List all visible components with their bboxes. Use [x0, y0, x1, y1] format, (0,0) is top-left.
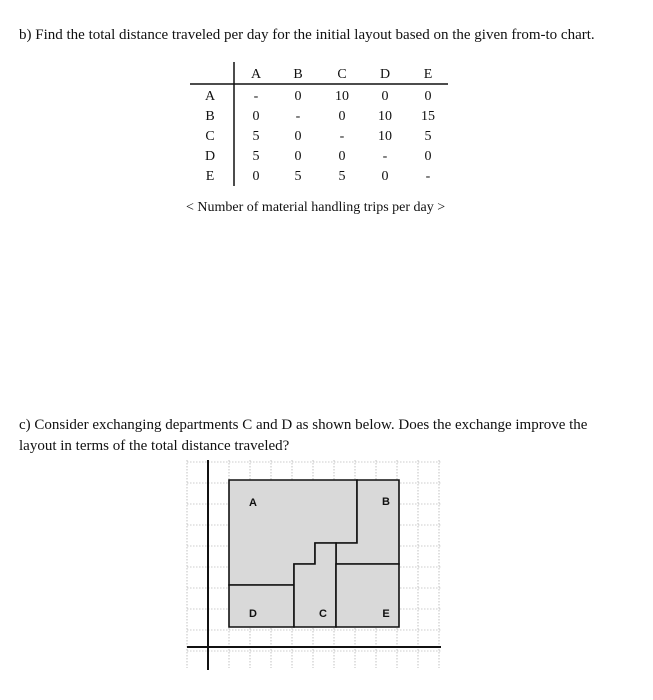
department-label: D [249, 608, 257, 620]
table-cell: 0 [252, 109, 260, 124]
row-label: D [204, 149, 216, 164]
table-cell: 0 [294, 129, 302, 144]
table-cell: - [339, 129, 345, 144]
question-c: c) Consider exchanging departments C and D as shown below. Does the exchange improve the layout in terms of the total distance traveled? [19, 417, 588, 454]
from-to-chart [0, 0, 653, 230]
department-label: E [382, 608, 390, 620]
table-cell: 0 [381, 89, 389, 104]
table-cell: 0 [294, 149, 302, 164]
table-cell: 0 [424, 89, 432, 104]
table-cell: 0 [294, 89, 302, 104]
question-b: b) Find the total distance traveled per day for the initial layout based on the given from-to chart. [19, 27, 595, 43]
department-label: B [382, 496, 390, 508]
row-label: B [205, 109, 215, 124]
table-cell: 0 [252, 169, 260, 184]
table-cell: - [295, 109, 301, 124]
table-cell: 5 [294, 169, 302, 184]
table-cell: 0 [381, 169, 389, 184]
table-cell: 10 [378, 109, 392, 124]
row-label: A [204, 89, 216, 104]
table-cell: 5 [424, 129, 432, 144]
department-d [229, 585, 294, 627]
table-cell: 0 [338, 149, 346, 164]
table-cell: - [425, 169, 431, 184]
layout-diagram [0, 455, 653, 700]
column-header: D [379, 67, 391, 82]
table-cell: - [253, 89, 259, 104]
table-cell: 0 [338, 109, 346, 124]
table-cell: 10 [335, 89, 349, 104]
table-caption: < Number of material handling trips per day > [186, 200, 446, 215]
table-cell: 5 [252, 149, 260, 164]
table-cell: 5 [338, 169, 346, 184]
column-header: A [250, 67, 262, 82]
column-header: C [337, 67, 347, 82]
row-label: C [205, 129, 215, 144]
table-cell: 15 [421, 109, 435, 124]
department-label: A [249, 497, 257, 509]
column-header: B [293, 67, 303, 82]
department-label: C [319, 608, 327, 620]
table-cell: 5 [252, 129, 260, 144]
table-cell: 0 [424, 149, 432, 164]
table-cell: - [382, 149, 388, 164]
column-header: E [423, 67, 433, 82]
table-cell: 10 [378, 129, 392, 144]
row-label: E [205, 169, 215, 184]
